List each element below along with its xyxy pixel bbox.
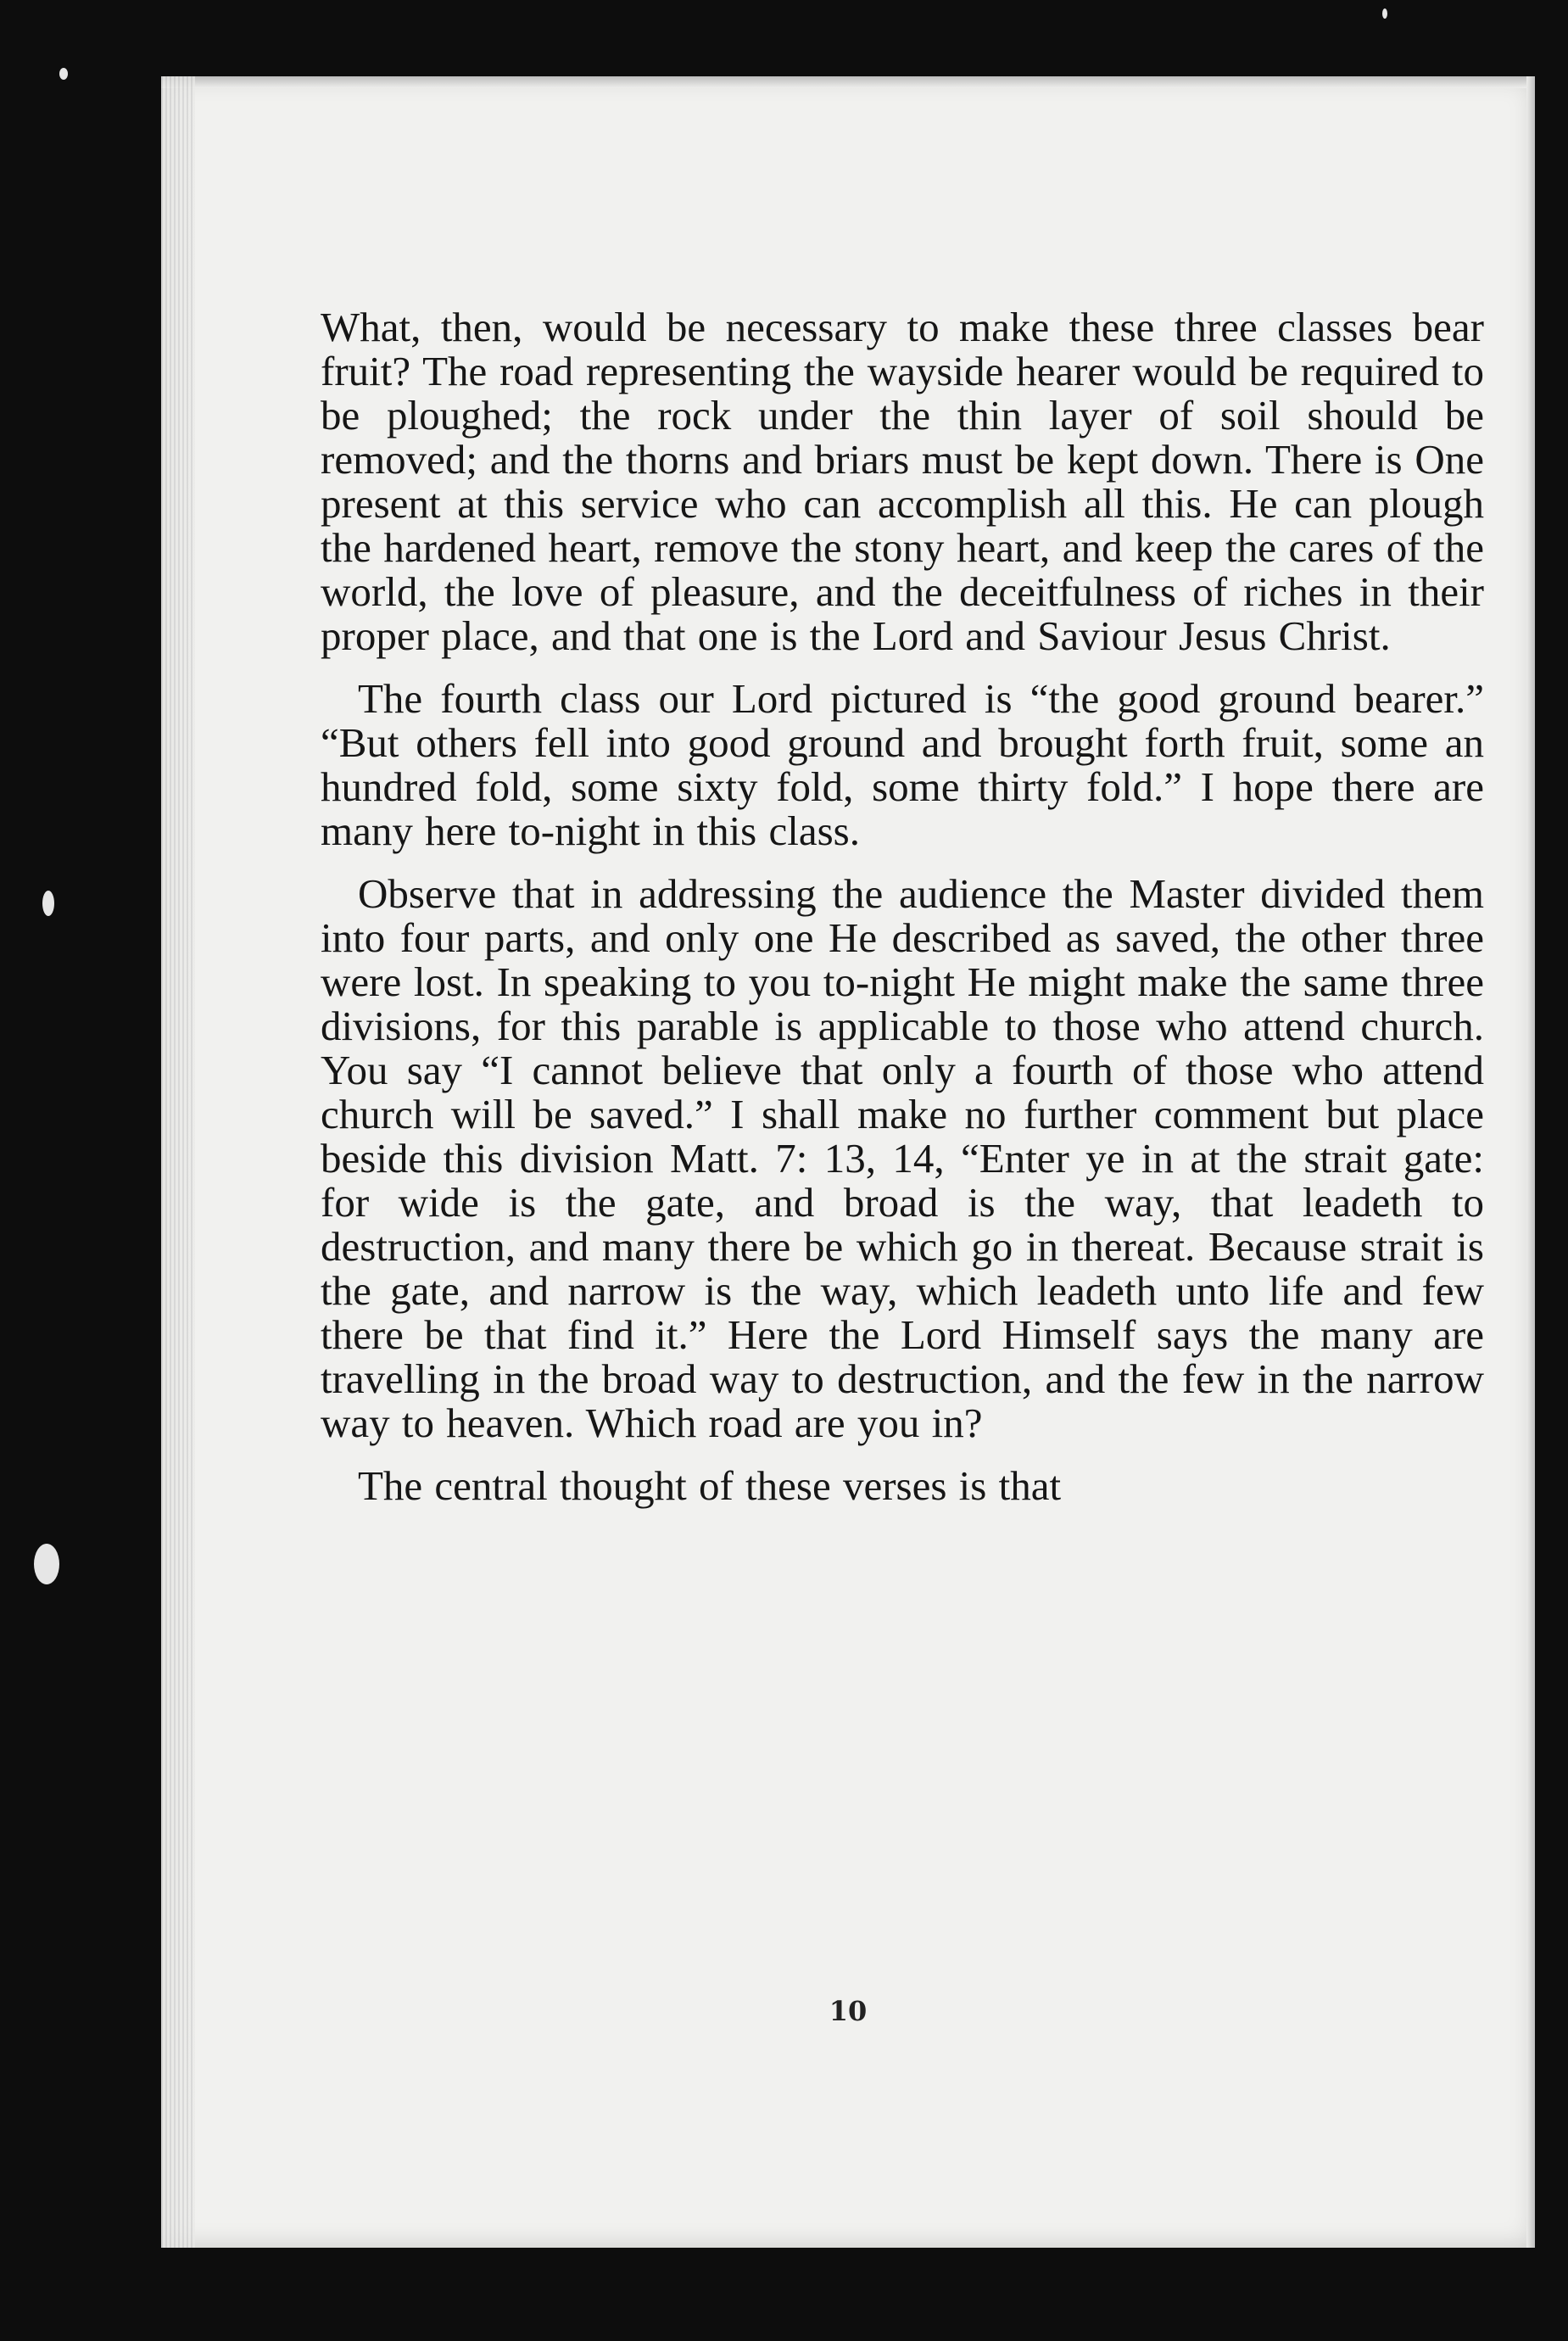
dust-speck: [42, 891, 54, 916]
book-page: [161, 76, 1535, 2248]
page-top-edge: [161, 76, 1535, 88]
paragraph-2: The fourth class our Lord pictured is “the good ground bearer.” “But others fell into good ground and brought forth fruit, some an hundred fold, some sixty fold, some thirty fold.” I hope there are many here to-night in this class.: [321, 675, 1484, 854]
dust-speck: [1382, 8, 1387, 19]
page-binding-edge: [161, 76, 195, 2248]
paragraph-3: Observe that in addressing the audience the Master divided them into four parts, and only one He described as saved, the other three were lost. In speaking to you to-night He might make the same three divisions, for this parable is applicable to those who attend church. You say “I cannot believe that only a fourth of those who attend church will be saved.” I shall make no further comment but place beside this division Matt. 7: 13, 14, “Enter ye in at the strait gate: for wide is the gate, and broad is the way, that leadeth to destruction, and many there be which go in thereat. Because strait is the gate, and narrow is the way, which leadeth unto life and few there be that find it.” Here the Lord Himself says the many are travelling in the broad way to destruction, and the few in the narrow way to heaven. Which road are you in?: [321, 870, 1484, 1446]
page-right-edge: [1526, 76, 1535, 2248]
page-number: 10: [829, 1995, 868, 2027]
body-text: [321, 305, 1484, 1527]
paragraph-4: The central thought of these verses is that: [358, 1462, 1062, 1509]
dust-speck: [59, 68, 68, 80]
dust-speck: [34, 1544, 59, 1584]
paragraph-1: What, then, would be necessary to make these three classes bear fruit? The road representing the wayside hearer would be required to be ploughed; the rock under the thin layer of soil should be removed; and the thorns and briars must be kept down. There is One present at this service who can accomplish all this. He can plough the hardened heart, remove the stony heart, and keep the cares of the world, the love of pleasure, and the deceitfulness of riches in their proper place, and that one is the Lord and Saviour Jesus Christ.: [321, 304, 1484, 659]
